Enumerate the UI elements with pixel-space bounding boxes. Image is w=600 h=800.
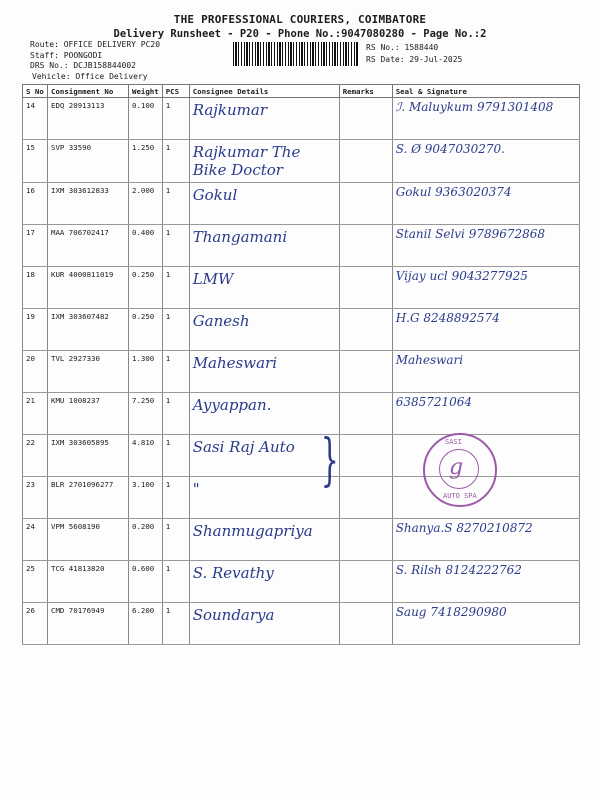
row-consignment-no: TCG 41813820 [48,561,129,603]
row-weight: 1.300 [129,351,163,393]
runsheet-table [22,84,580,645]
row-pcs: 1 [162,603,189,645]
row-signature: S. Rilsh 8124222762 [392,561,579,603]
row-sno: 16 [23,183,48,225]
row-consignment-no: SVP 33590 [48,140,129,183]
vehicle-label: Vehicle: Office Delivery [32,71,148,81]
row-signature: Gokul 9363020374 [392,183,579,225]
row-sno: 22 [23,435,48,477]
row-consignment-no: KUR 4000811019 [48,267,129,309]
row-signature: S. Ø 9047030270. [392,140,579,183]
row-weight: 0.600 [129,561,163,603]
row-consignment-no: BLR 2701096277 [48,477,129,519]
row-consignee: Shanmugapriya [189,519,339,561]
row-weight: 0.100 [129,98,163,140]
row-sno: 24 [23,519,48,561]
stamp-top-text: SASI [445,438,462,446]
col-consignee: Consignee Details [189,85,339,98]
row-pcs: 1 [162,309,189,351]
row-consignment-no: EDQ 20913113 [48,98,129,140]
row-pcs: 1 [162,561,189,603]
row-signature: ℐ. Maluykum 9791301408 [392,98,579,140]
col-weight: Weight [129,85,163,98]
row-consignee: Gokul [189,183,339,225]
row-signature: Shanya.S 8270210872 [392,519,579,561]
row-consignee: Ayyappan. [189,393,339,435]
row-signature: 6385721064 [392,393,579,435]
col-remarks: Remarks [339,85,392,98]
row-signature: Maheswari [392,351,579,393]
row-weight: 0.200 [129,519,163,561]
table-row [23,267,580,309]
row-consignee: Rajkumar The Bike Doctor [189,140,339,183]
row-sno: 21 [23,393,48,435]
table-row [23,183,580,225]
row-weight: 7.250 [129,393,163,435]
row-consignment-no: MAA 706702417 [48,225,129,267]
row-signature: Vijay ucl 9043277925 [392,267,579,309]
row-pcs: 1 [162,225,189,267]
row-consignment-no: TVL 2927330 [48,351,129,393]
row-sno: 20 [23,351,48,393]
row-sno: 14 [23,98,48,140]
table-row [23,351,580,393]
row-sno: 26 [23,603,48,645]
row-remarks [339,309,392,351]
row-sno: 23 [23,477,48,519]
col-consignment: Consignment No [48,85,129,98]
row-remarks [339,140,392,183]
row-pcs: 1 [162,393,189,435]
row-sno: 19 [23,309,48,351]
row-pcs: 1 [162,98,189,140]
row-weight: 0.250 [129,309,163,351]
table-row [23,561,580,603]
stamp-bottom-text: AUTO SPA [443,492,477,500]
stamp-logo-icon: g [449,455,464,480]
row-remarks [339,267,392,309]
table-row [23,309,580,351]
row-consignment-no: KMU 1008237 [48,393,129,435]
row-signature: H.G 8248892574 [392,309,579,351]
row-weight: 4.810 [129,435,163,477]
table-row [23,519,580,561]
col-seal-signature: Seal & Signature [392,85,579,98]
row-remarks [339,435,392,477]
row-pcs: 1 [162,351,189,393]
runsheet-meta-left [30,40,160,82]
row-consignee: LMW [189,267,339,309]
row-pcs: 1 [162,140,189,183]
table-row [23,603,580,645]
row-signature: Stanil Selvi 9789672868 [392,225,579,267]
row-consignment-no: CMD 70176949 [48,603,129,645]
row-weight: 0.400 [129,225,163,267]
row-consignee: Sasi Raj Auto [189,435,339,477]
table-row [23,140,580,183]
row-consignee: Maheswari [189,351,339,393]
row-consignee: Ganesh [189,309,339,351]
row-consignment-no: IXM 303607482 [48,309,129,351]
row-pcs: 1 [162,519,189,561]
table-row [23,477,580,519]
row-sno: 25 [23,561,48,603]
rs-date: RS Date: 29-Jul-2025 [366,55,463,64]
table-row [23,225,580,267]
table-header-row [23,85,580,98]
staff-label: Staff: POONGODI [30,50,103,60]
col-pcs: PCS [162,85,189,98]
row-remarks [339,98,392,140]
row-pcs: 1 [162,477,189,519]
route-label: Route: OFFICE DELIVERY PC20 [30,40,161,49]
row-remarks [339,351,392,393]
row-weight: 3.100 [129,477,163,519]
barcode [233,42,359,66]
row-weight: 2.000 [129,183,163,225]
row-pcs: 1 [162,267,189,309]
row-weight: 0.250 [129,267,163,309]
row-consignee: Soundarya [189,603,339,645]
row-consignment-no: VPM 5608190 [48,519,129,561]
row-remarks [339,183,392,225]
row-remarks [339,393,392,435]
row-consignee: Thangamani [189,225,339,267]
row-sno: 15 [23,140,48,183]
row-remarks [339,225,392,267]
row-remarks [339,561,392,603]
row-remarks [339,603,392,645]
row-consignee: S. Revathy [189,561,339,603]
table-row [23,98,580,140]
row-consignee: " [189,477,339,519]
row-remarks [339,519,392,561]
row-weight: 6.200 [129,603,163,645]
brace-mark: } [320,428,339,493]
drs-number: DRS No.: DCJB158844002 [30,61,136,70]
row-sno: 17 [23,225,48,267]
row-pcs: 1 [162,435,189,477]
row-pcs: 1 [162,183,189,225]
rs-number: RS No.: 1588440 [366,43,439,52]
table-row [23,393,580,435]
row-sno: 18 [23,267,48,309]
row-remarks [339,477,392,519]
document-title: THE PROFESSIONAL COURIERS, COIMBATORE [173,13,427,26]
row-weight: 1.250 [129,140,163,183]
row-consignee: Rajkumar [189,98,339,140]
runsheet-meta-right [366,42,462,66]
row-consignment-no: IXM 303605895 [48,435,129,477]
seal-stamp [423,433,497,507]
col-sno: S No [23,85,48,98]
row-consignment-no: IXM 303612833 [48,183,129,225]
runsheet-subtitle: Delivery Runsheet - P20 - Phone No.:9047080280 - Page No.:2 [113,28,487,40]
row-signature: Saug 7418290980 [392,603,579,645]
